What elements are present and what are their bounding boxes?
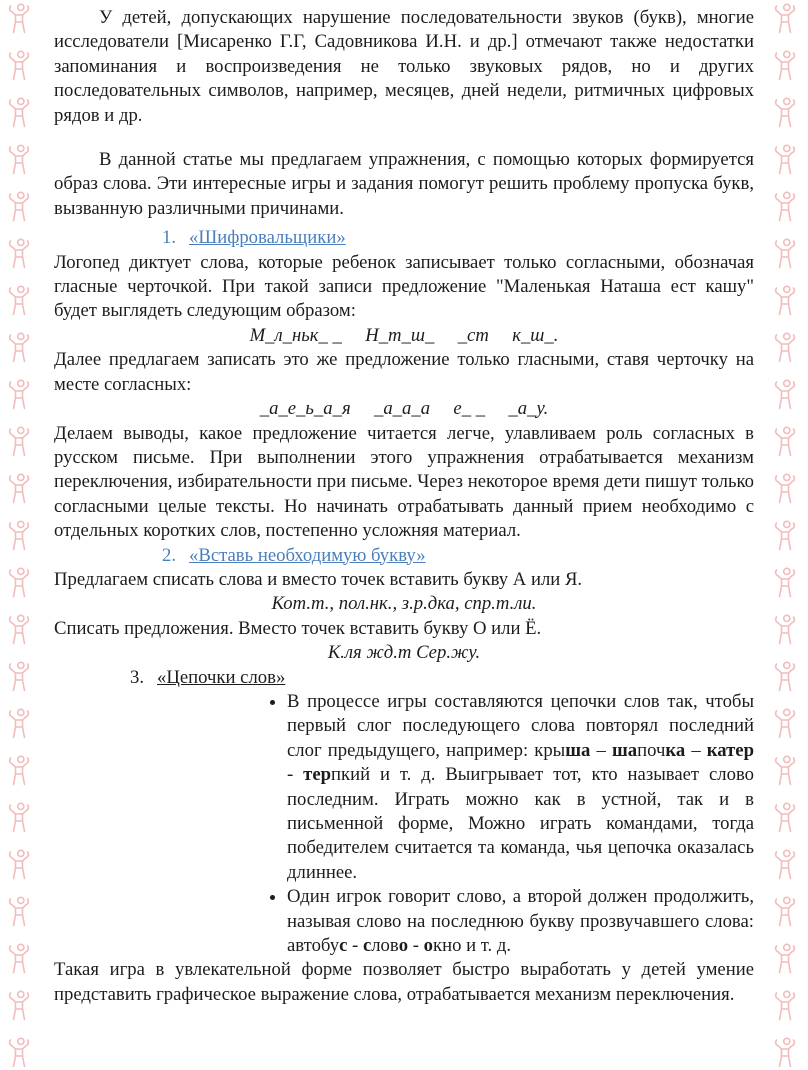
dancing-person-icon <box>5 943 35 976</box>
heading-3-title: «Цепочки слов» <box>157 666 286 688</box>
dancing-person-icon <box>771 990 801 1023</box>
dancing-person-icon <box>771 896 801 929</box>
dancing-person-icon <box>771 50 801 83</box>
dancing-person-icon <box>5 567 35 600</box>
heading-1-number: 1. <box>162 227 177 249</box>
dancing-person-icon <box>771 473 801 506</box>
dancing-person-icon <box>5 191 35 224</box>
dancing-person-icon <box>5 426 35 459</box>
dancing-person-icon <box>771 144 801 177</box>
dancing-person-icon <box>771 238 801 271</box>
paragraph-article-purpose: В данной статье мы предлагаем упражнения, с помощью которых формируется образ слова. Эти интересные игры и задания помогут решить проблему пропуска букв, вызванную различными причинами. <box>54 149 754 219</box>
right-border-decoration <box>769 3 803 1070</box>
paragraph-vowels-instructions: Далее предлагаем записать это же предложение только гласными, ставя черточку на месте согласных: <box>54 349 754 395</box>
dancing-person-icon <box>771 943 801 976</box>
heading-exercise-3 <box>54 666 754 690</box>
dancing-person-icon <box>5 50 35 83</box>
dancing-person-icon <box>5 802 35 835</box>
dancing-person-icon <box>771 285 801 318</box>
dancing-person-icon <box>771 567 801 600</box>
dancing-person-icon <box>5 238 35 271</box>
dancing-person-icon <box>771 802 801 835</box>
dancing-person-icon <box>771 661 801 694</box>
dancing-person-icon <box>771 708 801 741</box>
dancing-person-icon <box>771 332 801 365</box>
dancing-person-icon <box>5 379 35 412</box>
dancing-person-icon <box>5 285 35 318</box>
dancing-person-icon <box>5 896 35 929</box>
dancing-person-icon <box>5 144 35 177</box>
dancing-person-icon <box>771 755 801 788</box>
paragraph-insert-o-yo: Списать предложения. Вместо точек вставить букву О или Ё. <box>54 617 542 639</box>
example-o-yo-sentence: К.ля жд.т Сер.жу. <box>327 642 481 664</box>
paragraph-final: Такая игра в увлекательной форме позволяет быстро выработать у детей умение представить графическое выражение слова, отрабатывается механизм переключения. <box>54 959 754 1005</box>
paragraph-research-intro: У детей, допускающих нарушение последовательности звуков (букв), многие исследователи [Мисаренко Г.Г, Садовникова И.Н. и др.] отмечают также недостатки запоминания и воспроизведения не только звуковых рядов, но и других последовательных символов, например, месяцев, дней недели, ритмичных цифровых рядов и др. <box>54 7 754 126</box>
paragraph-insert-a-ya: Предлагаем списать слова и вместо точек вставить букву А или Я. <box>54 568 583 590</box>
dancing-person-icon <box>5 3 35 36</box>
word-chain-list <box>54 690 754 958</box>
dancing-person-icon <box>5 849 35 882</box>
paragraph-cipher-instructions: Логопед диктует слова, которые ребенок записывает только согласными, обозначая гласные черточкой. При такой записи предложение "Маленькая Наташа ест кашу" будет выглядеть следующим образом: <box>54 251 754 322</box>
dancing-person-icon <box>5 755 35 788</box>
dancing-person-icon <box>5 614 35 647</box>
dancing-person-icon <box>771 426 801 459</box>
heading-1-link[interactable]: «Шифровальщики» <box>189 227 346 249</box>
dancing-person-icon <box>5 97 35 130</box>
document-content <box>54 6 754 1007</box>
dancing-person-icon <box>771 3 801 36</box>
list-item-last-letter-game: • Один игрок говорит слово, а второй должен продолжить, называя слово на последнюю букву прозвучавшего слова: автобус - слово - окно и т. д. <box>287 885 754 958</box>
dancing-person-icon <box>5 661 35 694</box>
heading-2-link[interactable]: «Вставь необходимую букву» <box>189 544 426 566</box>
dancing-person-icon <box>5 708 35 741</box>
dancing-person-icon <box>771 379 801 412</box>
dancing-person-icon <box>5 1037 35 1070</box>
dancing-person-icon <box>5 332 35 365</box>
example-consonants-line: М_л_ньк_ _ Н_т_ш_ _ст к_ш_. <box>249 324 559 346</box>
dancing-person-icon <box>771 191 801 224</box>
dancing-person-icon <box>771 614 801 647</box>
dancing-person-icon <box>771 1037 801 1070</box>
example-a-ya-words: Кот.т., пол.нк., з.р.дка, спр.т.ли. <box>271 593 537 615</box>
heading-3-number: 3. <box>130 666 145 688</box>
dancing-person-icon <box>771 97 801 130</box>
dancing-person-icon <box>5 990 35 1023</box>
example-vowels-line: _а_е_ь_а_я _а_а_а е_ _ _а_у. <box>259 398 549 420</box>
dancing-person-icon <box>771 520 801 553</box>
heading-exercise-2 <box>54 544 754 568</box>
dancing-person-icon <box>5 520 35 553</box>
left-border-decoration <box>3 3 37 1070</box>
dancing-person-icon <box>771 849 801 882</box>
paragraph-conclusions: Делаем выводы, какое предложение читается легче, улавливаем роль согласных в русском письме. При выполнении этого упражнения отрабатывается механизм переключения, избирательности при письме. Через некоторое время дети пишут только согласными целые тексты. Но начинать отрабатывать данный прием необходимо с отдельных коротких слов, постепенно усложняя материал. <box>54 422 754 542</box>
list-item-chain-rules: • В процессе игры составляются цепочки слов так, чтобы первый слог последующего слова повторял последний слог предыдущего, например: крыша – шапочка – катер - терпкий и т. д. Выигрывает тот, кто называет слово последним. Играть можно как в устной, так и в письменной форме, Можно играть командами, тогда победителем считается та команда, чья цепочка оказалась длиннее. <box>287 690 754 885</box>
heading-2-number: 2. <box>162 544 177 566</box>
dancing-person-icon <box>5 473 35 506</box>
heading-exercise-1 <box>54 226 754 250</box>
